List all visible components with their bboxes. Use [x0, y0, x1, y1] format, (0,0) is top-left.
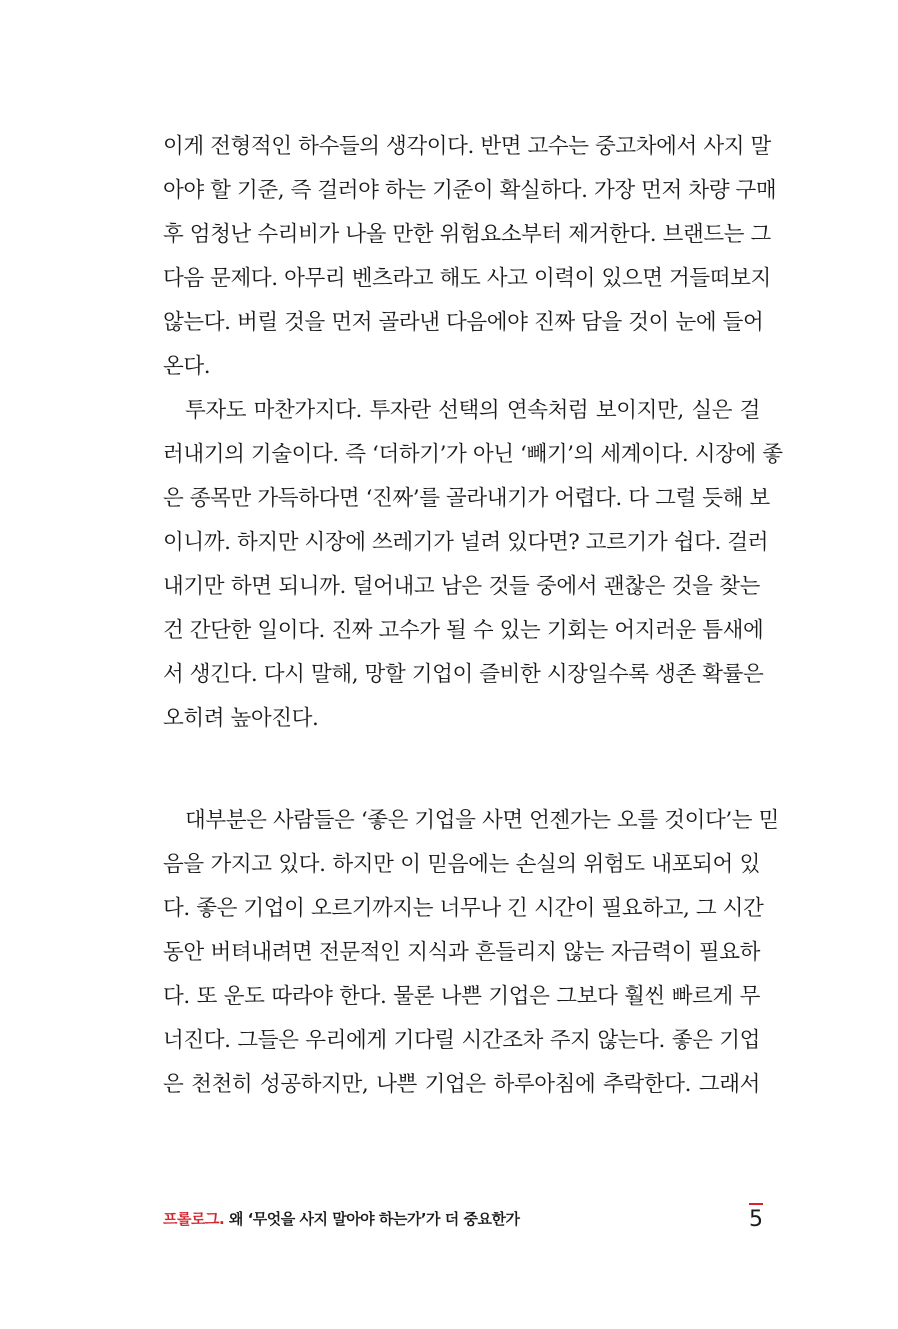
text-line: 러내기의 기술이다. 즉 ‘더하기’가 아닌 ‘빼기’의 세계이다. 시장에 좋	[163, 442, 783, 467]
text-line: 이게 전형적인 하수들의 생각이다. 반면 고수는 중고차에서 사지 말	[163, 134, 771, 159]
text-line: 오히려 높아진다.	[163, 706, 319, 731]
text-line: 은 종목만 가득하다면 ‘진짜’를 골라내기가 어렵다. 다 그럴 듯해 보	[163, 486, 770, 511]
text-line: 온다.	[163, 354, 211, 379]
text-line: 동안 버텨내려면 전문적인 지식과 흔들리지 않는 자금력이 필요하	[163, 940, 760, 965]
text-line: 않는다. 버릴 것을 먼저 골라낸 다음에야 진짜 담을 것이 눈에 들어	[163, 310, 764, 335]
text-line: 음을 가지고 있다. 하지만 이 믿음에는 손실의 위험도 내포되어 있	[163, 852, 760, 877]
page-number-rule	[749, 1203, 763, 1205]
page-number: 5	[749, 1207, 763, 1232]
text-line: 은 천천히 성공하지만, 나쁜 기업은 하루아침에 추락한다. 그래서	[163, 1072, 760, 1097]
text-line: 후 엄청난 수리비가 나올 만한 위험요소부터 제거한다. 브랜드는 그	[163, 222, 771, 247]
chapter-label: 프롤로그.	[163, 1210, 225, 1228]
text-line: 건 간단한 일이다. 진짜 고수가 될 수 있는 기회는 어지러운 틈새에	[163, 618, 764, 643]
text-line: 투자도 마찬가지다. 투자란 선택의 연속처럼 보이지만, 실은 걸	[185, 398, 760, 423]
text-line: 다. 또 운도 따라야 한다. 물론 나쁜 기업은 그보다 훨씬 빠르게 무	[163, 984, 760, 1009]
text-line: 이니까. 하지만 시장에 쓰레기가 널려 있다면? 고르기가 쉽다. 걸러	[163, 530, 769, 555]
text-line: 너진다. 그들은 우리에게 기다릴 시간조차 주지 않는다. 좋은 기업	[163, 1028, 760, 1053]
text-line: 다. 좋은 기업이 오르기까지는 너무나 긴 시간이 필요하고, 그 시간	[163, 896, 764, 921]
text-line: 서 생긴다. 다시 말해, 망할 기업이 즐비한 시장일수록 생존 확률은	[163, 662, 764, 687]
text-line: 아야 할 기준, 즉 걸러야 하는 기준이 확실하다. 가장 먼저 차량 구매	[163, 178, 777, 203]
text-line: 대부분은 사람들은 ‘좋은 기업을 사면 언젠가는 오를 것이다’는 믿	[185, 808, 779, 833]
text-line: 내기만 하면 되니까. 덜어내고 남은 것들 중에서 괜찮은 것을 찾는	[163, 574, 760, 599]
text-line: 다음 문제다. 아무리 벤츠라고 해도 사고 이력이 있으면 거들떠보지	[163, 266, 771, 291]
running-footer	[163, 1208, 519, 1230]
chapter-title: 왜 ‘무엇을 사지 말아야 하는가’가 더 중요한가	[224, 1210, 520, 1228]
